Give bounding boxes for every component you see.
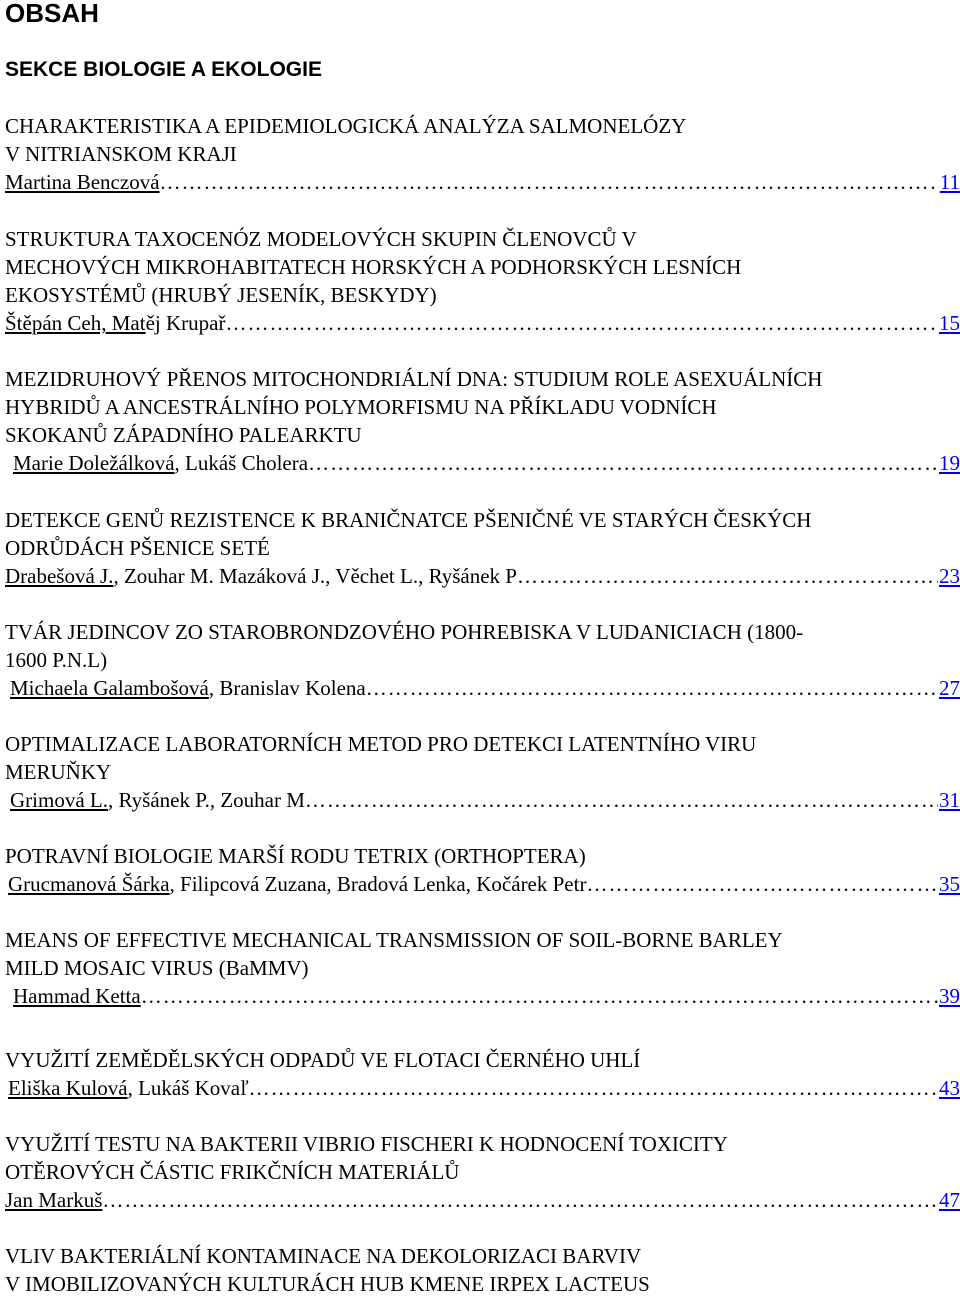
entry-author-row <box>5 449 960 477</box>
entry-title-line: SKOKANŮ ZÁPADNÍHO PALEARKTU <box>5 423 362 447</box>
dot-leader <box>308 449 938 477</box>
page-number-link[interactable]: 39 <box>939 984 960 1008</box>
page-number-link[interactable]: 15 <box>939 311 960 335</box>
dot-leader <box>366 674 938 702</box>
entry-title-line: HYBRIDŮ A ANCESTRÁLNÍHO POLYMORFISMU NA PŘÍKLADU VODNÍCH <box>5 395 717 419</box>
toc-entry <box>5 926 960 1010</box>
dot-leader <box>305 786 938 814</box>
entry-author-row <box>5 870 960 898</box>
entry-title-line: V IMOBILIZOVANÝCH KULTURÁCH HUB KMENE IRPEX LACTEUS <box>5 1272 650 1296</box>
toc-entry <box>5 225 960 337</box>
entry-author-row <box>5 674 960 702</box>
author-rest: , Lukáš Cholera <box>174 451 309 475</box>
entry-title-line: CHARAKTERISTIKA A EPIDEMIOLOGICKÁ ANALÝZA SALMONELÓZY <box>5 114 687 138</box>
entry-authors <box>10 786 305 814</box>
entry-title-line: OTĚROVÝCH ČÁSTIC FRIKČNÍCH MATERIÁLŮ <box>5 1160 460 1184</box>
entry-authors <box>8 870 586 898</box>
author-underlined: Grimová L. <box>10 788 108 812</box>
dot-leader <box>141 982 938 1010</box>
entry-title-line: ODRŮDÁCH PŠENICE SETÉ <box>5 536 270 560</box>
author-underlined: Michaela Galambošová <box>10 676 209 700</box>
entry-title-line: STRUKTURA TAXOCENÓZ MODELOVÝCH SKUPIN ČLENOVCŮ V <box>5 227 637 251</box>
entry-title-line: MECHOVÝCH MIKROHABITATECH HORSKÝCH A PODHORSKÝCH LESNÍCH <box>5 255 742 279</box>
entry-title-line: VYUŽITÍ TESTU NA BAKTERII VIBRIO FISCHERI K HODNOCENÍ TOXICITY <box>5 1132 728 1156</box>
entry-authors <box>5 1186 102 1214</box>
entry-authors <box>10 674 366 702</box>
toc-entry <box>5 1130 960 1214</box>
toc-entry <box>5 730 960 814</box>
entry-authors <box>5 309 225 337</box>
page-number-link[interactable]: 47 <box>939 1188 960 1212</box>
entry-authors <box>13 982 141 1010</box>
entry-title-line: EKOSYSTÉMŮ (HRUBÝ JESENÍK, BESKYDY) <box>5 283 437 307</box>
dot-leader <box>586 870 938 898</box>
entry-authors <box>13 449 308 477</box>
author-rest: , Zouhar M. Mazáková J., Věchet L., Ryšánek P <box>113 564 517 588</box>
entry-authors <box>5 562 517 590</box>
toc-entry <box>5 112 960 196</box>
entry-title-line: V NITRIANSKOM KRAJI <box>5 142 237 166</box>
entry-title-line: VYUŽITÍ ZEMĚDĚLSKÝCH ODPADŮ VE FLOTACI ČERNÉHO UHLÍ <box>5 1048 641 1072</box>
entry-title-line: DETEKCE GENŮ REZISTENCE K BRANIČNATCE PŠENIČNÉ VE STARÝCH ČESKÝCH <box>5 508 812 532</box>
author-underlined: Marie Doležálková <box>13 451 175 475</box>
toc-entry <box>5 365 960 477</box>
page-number-link[interactable]: 35 <box>939 872 960 896</box>
entry-title-line: TVÁR JEDINCOV ZO STAROBRONDZOVÉHO POHREBISKA V LUDANICIACH (1800- <box>5 620 804 644</box>
toc-entry <box>5 1242 960 1298</box>
entry-title-line: MEANS OF EFFECTIVE MECHANICAL TRANSMISSION OF SOIL-BORNE BARLEY <box>5 928 783 952</box>
author-rest: , Lukáš Kovaľ <box>127 1076 249 1100</box>
toc-entry <box>5 1046 960 1102</box>
entry-author-row <box>5 309 960 337</box>
entry-title-line: POTRAVNÍ BIOLOGIE MARŠÍ RODU TETRIX (ORTHOPTERA) <box>5 844 586 868</box>
entry-author-row <box>5 786 960 814</box>
page-number-link[interactable]: 23 <box>939 564 960 588</box>
author-underlined: Hammad Ketta <box>13 984 141 1008</box>
entry-title-line: OPTIMALIZACE LABORATORNÍCH METOD PRO DETEKCI LATENTNÍHO VIRU <box>5 732 757 756</box>
entry-authors <box>8 1074 249 1102</box>
entry-title-line: MEZIDRUHOVÝ PŘENOS MITOCHONDRIÁLNÍ DNA: STUDIUM ROLE ASEXUÁLNÍCH <box>5 367 823 391</box>
entry-author-row <box>5 1186 960 1214</box>
page-number-link[interactable]: 27 <box>939 676 960 700</box>
author-underlined: Štěpán Ceh, Mat <box>5 311 146 335</box>
entry-title-line: 1600 P.N.L) <box>5 648 108 672</box>
toc-entry <box>5 842 960 898</box>
page-number-link[interactable]: 11 <box>939 170 960 194</box>
entry-authors <box>5 168 160 196</box>
page-number-link[interactable]: 31 <box>939 788 960 812</box>
author-underlined: Grucmanová Šárka <box>8 872 170 896</box>
page-heading: OBSAH <box>5 0 99 28</box>
dot-leader <box>102 1186 938 1214</box>
section-heading: SEKCE BIOLOGIE A EKOLOGIE <box>5 58 322 81</box>
page-number-link[interactable]: 43 <box>939 1076 960 1100</box>
author-underlined: Eliška Kulová <box>8 1076 128 1100</box>
author-underlined: Drabešová J. <box>5 564 114 588</box>
entry-author-row <box>5 168 960 196</box>
author-rest: , Branislav Kolena <box>208 676 366 700</box>
author-underlined: Martina Benczová <box>5 170 160 194</box>
author-rest: ěj Krupař <box>145 311 226 335</box>
entry-author-row <box>5 982 960 1010</box>
dot-leader <box>517 562 938 590</box>
author-underlined: Jan Markuš <box>5 1188 103 1212</box>
entry-author-row <box>5 1074 960 1102</box>
entry-title-line: VLIV BAKTERIÁLNÍ KONTAMINACE NA DEKOLORIZACI BARVIV <box>5 1244 642 1268</box>
dot-leader <box>160 168 939 196</box>
page-number-link[interactable]: 19 <box>939 451 960 475</box>
author-rest: , Ryšánek P., Zouhar M <box>107 788 305 812</box>
dot-leader <box>225 309 938 337</box>
entry-title-line: MERUŇKY <box>5 760 112 784</box>
toc-entry <box>5 506 960 590</box>
author-rest: , Filipcová Zuzana, Bradová Lenka, Kočárek Petr <box>169 872 587 896</box>
toc-entry <box>5 618 960 702</box>
entry-title-line: MILD MOSAIC VIRUS (BaMMV) <box>5 956 309 980</box>
entry-author-row <box>5 562 960 590</box>
dot-leader <box>249 1074 938 1102</box>
